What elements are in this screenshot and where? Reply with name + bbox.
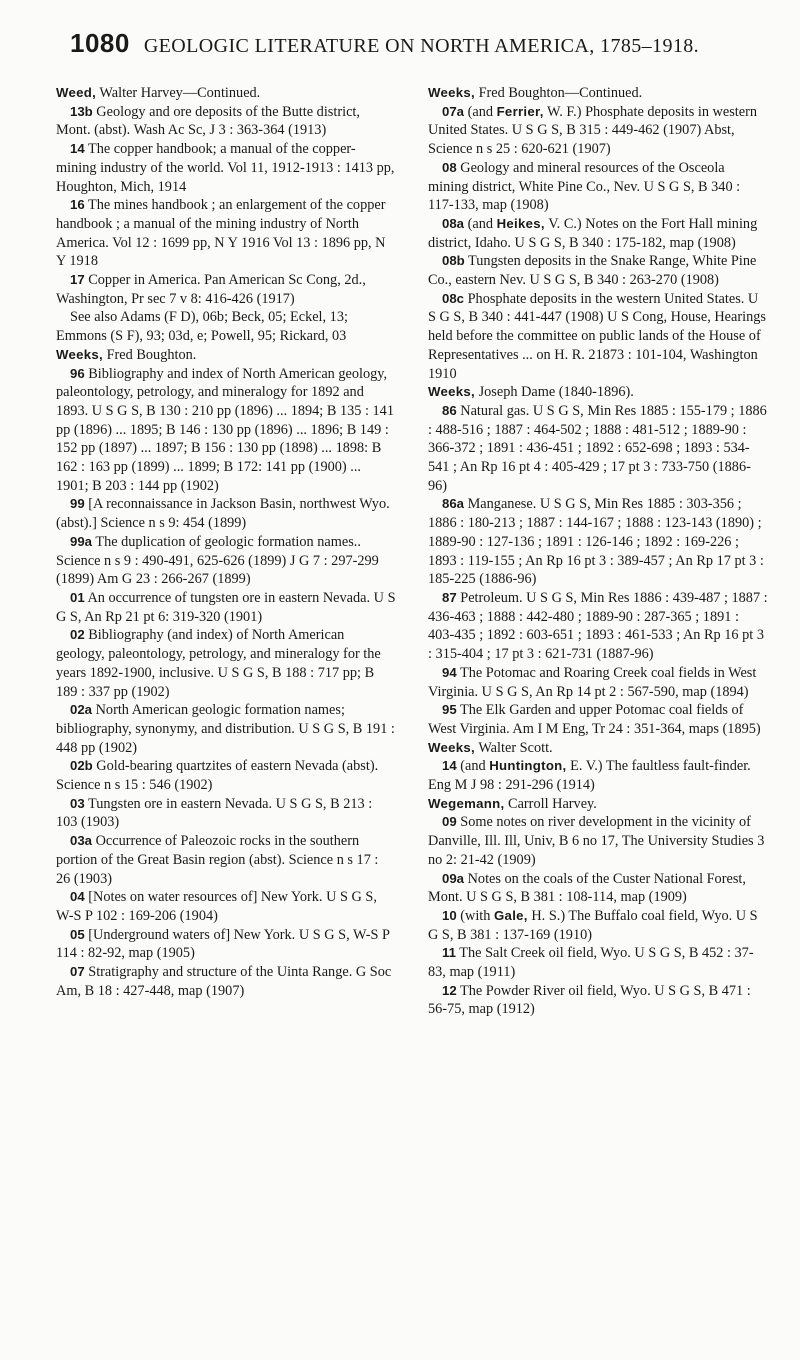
bibliography-entry xyxy=(428,944,768,981)
bibliography-entry xyxy=(56,626,396,701)
author-name: Weeks, xyxy=(428,739,476,755)
entry-number: 08a xyxy=(442,215,465,231)
entry-text: North American geologic formation names; bibliography, synonymy, and distribution. U S G S, B 191 : 448 pp (1902) xyxy=(56,702,395,756)
bibliography-entry xyxy=(56,701,396,757)
author-name: Weed, xyxy=(56,85,97,100)
bibliography-entry xyxy=(56,271,396,308)
author-name: Weeks, xyxy=(428,85,476,100)
bibliography-entry xyxy=(56,926,396,963)
entry-text: Natural gas. U S G S, Min Res 1885 : 155-179 ; 1886 : 488-516 ; 1887 : 464-502 ; 1888 : 481-512 ; 1889-90 : 366-372 ; 1891 : 436-451 ; 1892 : 652-698 ; 1893 : 534-541 ; An Rp 16 pt 4 : 405-429 ; 17 pt 3 : 733-750 (1886-96) xyxy=(428,402,767,494)
entry-text: Bibliography (and index) of North American geology, paleontology, petrology, and mineralogy for the years 1892-1900, inclusive. U S G S, B 188 : 717 pp; B 189 : 337 pp (1902) xyxy=(56,627,381,700)
bibliography-entry xyxy=(428,159,768,215)
entry-number: 99a xyxy=(70,533,93,549)
entry-text: [Underground waters of] New York. U S G S, W-S P 114 : 82-92, map (1905) xyxy=(56,926,390,962)
author-details: Walter Scott. xyxy=(475,739,553,756)
see-also-text: See also Adams (F D), 06b; Beck, 05; Eckel, 13; Emmons (S F), 93; 03d, e; Powell, 95; Rickard, 03 xyxy=(56,309,348,345)
bibliography-entry xyxy=(428,215,768,252)
bibliography-entry xyxy=(56,365,396,496)
bibliography-entry xyxy=(428,701,768,738)
entry-text: Notes on the coals of the Custer National Forest, Mont. U S G S, B 381 : 108-114, map (1909) xyxy=(428,870,746,906)
entry-text: [Notes on water resources of] New York. U S G S, W-S P 102 : 169-206 (1904) xyxy=(56,889,377,924)
entry-number: 08b xyxy=(442,253,465,269)
entry-text: Tungsten ore in eastern Nevada. U S G S, B 213 : 103 (1903) xyxy=(56,795,373,831)
bibliography-entry xyxy=(56,103,396,140)
bibliography-entry xyxy=(56,832,396,888)
entry-number: 12 xyxy=(442,982,457,998)
entry-text: Copper in America. Pan American Sc Cong, 2d., Washington, Pr sec 7 v 8: 416-426 (1917) xyxy=(56,272,366,307)
entry-text: V. C.) Notes on the Fort Hall mining district, Idaho. U S G S, B 340 : 175-182, map (1908) xyxy=(428,215,758,251)
entry-number: 09a xyxy=(442,870,465,886)
bibliography-entry xyxy=(56,589,396,626)
entry-text: Tungsten deposits in the Snake Range, White Pine Co., eastern Nev. U S G S, B 340 : 263-270 (1908) xyxy=(428,253,757,289)
bibliography-entry xyxy=(428,870,768,907)
author-heading xyxy=(428,795,768,814)
author-heading xyxy=(428,739,768,758)
entry-number: 86 xyxy=(442,402,457,418)
entry-number: 03a xyxy=(70,833,93,849)
entry-number: 95 xyxy=(442,702,457,718)
entry-number: 08 xyxy=(442,159,457,175)
bibliography-entry xyxy=(428,402,768,496)
bibliography-entry xyxy=(56,757,396,794)
bibliography-entry xyxy=(428,290,768,384)
entry-number: 99 xyxy=(70,496,85,512)
entry-text: (and xyxy=(464,103,497,120)
entry-text: The duplication of geologic formation names.. Science n s 9 : 490-491, 625-626 (1899) J G 7 : 297-299 (1899) Am G 23 : 266-267 (1899) xyxy=(56,533,379,588)
left-column xyxy=(56,84,396,1000)
author-name: Weeks, xyxy=(56,346,104,362)
entry-number: 17 xyxy=(70,272,85,288)
entry-number: 13b xyxy=(70,103,93,119)
entry-text: The Salt Creek oil field, Wyo. U S G S, B 452 : 37-83, map (1911) xyxy=(428,945,754,981)
entry-text: Stratigraphy and structure of the Uinta Range. G Soc Am, B 18 : 427-448, map (1907) xyxy=(56,964,392,999)
entry-text: The copper handbook; a manual of the copper-mining industry of the world. Vol 11, 1912-1913 : 1413 pp, Houghton, Mich, 1914 xyxy=(56,141,395,195)
bibliography-entry xyxy=(428,252,768,289)
author-details: Carroll Harvey. xyxy=(504,795,597,812)
bibliography-entry xyxy=(56,888,396,925)
entry-text: Manganese. U S G S, Min Res 1885 : 303-356 ; 1886 : 180-213 ; 1887 : 144-167 ; 1888 : 123-143 (1890) ; 1889-90 : 127-136 ; 1891 : 126-146 ; 1892 : 169-226 ; 1893 : 119-155 ; An Rp 16 pt 3 : 389-457 ; An Rp 17 pt 3 : 185-225 (1886-96) xyxy=(428,496,764,588)
author-heading xyxy=(428,383,768,402)
entry-text: (and xyxy=(456,758,490,775)
bibliography-entry xyxy=(56,140,396,196)
entry-text: The Elk Garden and upper Potomac coal fields of West Virginia. Am I M Eng, Tr 24 : 351-364, maps (1895) xyxy=(428,702,761,737)
author-name: Weeks, xyxy=(428,384,476,400)
entry-text: The mines handbook ; an enlargement of the copper handbook ; a manual of the mining industry of North America. Vol 12 : 1699 pp, N Y 1916 Vol 13 : 1896 pp, N Y 1918 xyxy=(56,197,386,270)
bibliography-entry xyxy=(428,757,768,794)
bibliography-entry xyxy=(428,907,768,944)
entry-number: 14 xyxy=(442,758,457,774)
entry-text: Geology and ore deposits of the Butte district, Mont. (abst). Wash Ac Sc, J 3 : 363-364 (1913) xyxy=(56,103,360,139)
entry-number: 11 xyxy=(442,945,456,961)
entry-text: The Powder River oil field, Wyo. U S G S, B 471 : 56-75, map (1912) xyxy=(428,982,751,1018)
author-details: Fred Boughton. xyxy=(103,346,197,363)
coauthor-name: Ferrier, xyxy=(496,103,544,119)
coauthor-name: Huntington, xyxy=(489,758,567,774)
entry-number: 01 xyxy=(70,589,85,605)
entry-text: Geology and mineral resources of the Osceola mining district, White Pine Co., Nev. U S G S, B 340 : 117-133, map (1908) xyxy=(428,159,741,214)
entry-number: 09 xyxy=(442,814,457,830)
page-number: 1080 xyxy=(70,28,130,58)
bibliography-entry xyxy=(56,963,396,1000)
entry-number: 02 xyxy=(70,627,85,643)
bibliography-entry xyxy=(428,103,768,159)
entry-number: 02a xyxy=(70,702,93,718)
entry-text: Petroleum. U S G S, Min Res 1886 : 439-487 ; 1887 : 436-463 ; 1888 : 442-480 ; 1889-90 : 287-365 ; 1891 : 403-435 ; 1892 : 603-651 ; 1893 : 461-533 ; An Rp 16 pt 3 : 315-404 ; 17 pt 3 : 621-731 (1887-96) xyxy=(428,589,768,663)
entry-text: Gold-bearing quartzites of eastern Nevada (abst). Science n s 15 : 546 (1902) xyxy=(56,758,379,794)
entry-text: Phosphate deposits in the western United States. U S G S, B 340 : 441-447 (1908) U S Cong, House, Hearings held before the committee on public lands of the House of Representatives ... on H. R. 21873 : 101-104, Washington 1910 xyxy=(428,290,766,382)
author-heading xyxy=(56,84,396,103)
entry-number: 14 xyxy=(70,141,85,157)
author-name: Wegemann, xyxy=(428,795,505,811)
right-column xyxy=(428,84,768,1019)
bibliography-entry xyxy=(428,982,768,1019)
entry-number: 02b xyxy=(70,758,93,774)
entry-number: 87 xyxy=(442,589,457,605)
bibliography-entry xyxy=(56,196,396,271)
bibliography-entry xyxy=(56,533,396,589)
entry-text: Some notes on river development in the vicinity of Danville, Ill. Ill, Univ, B 6 no 17, The University Studies 3 no 2: 21-42 (1909) xyxy=(428,814,765,868)
entry-number: 08c xyxy=(442,290,465,306)
entry-number: 05 xyxy=(70,926,85,942)
running-title: GEOLOGIC LITERATURE ON NORTH AMERICA, 1785–1918. xyxy=(143,35,700,57)
entry-text: The Potomac and Roaring Creek coal fields in West Virginia. U S G S, An Rp 14 pt 2 : 567-590, map (1894) xyxy=(428,664,757,700)
entry-number: 04 xyxy=(70,889,85,905)
author-heading xyxy=(428,84,768,103)
entry-number: 10 xyxy=(442,907,457,923)
author-details: Fred Boughton—Continued. xyxy=(475,85,643,101)
bibliography-entry xyxy=(428,495,768,589)
bibliography-entry xyxy=(428,589,768,664)
author-details: Walter Harvey—Continued. xyxy=(96,85,261,101)
bibliography-entry xyxy=(428,664,768,701)
entry-number: 03 xyxy=(70,795,85,811)
entry-text: Bibliography and index of North American geology, paleontology, petrology, and mineralogy for 1892 and 1893. U S G S, B 130 : 210 pp (1896) ... 1894; B 135 : 141 pp (1896) ... 1895; B 146 : 130 pp (1896) ... 1896; B 149 : 152 pp (1897) ... 1897; B 156 : 130 pp (1898) ... 1898: B 162 : 163 pp (1899) ... 1899; B 172: 141 pp (1900) ... 1901; B 203 : 144 pp (1902) xyxy=(56,365,394,494)
page-header xyxy=(70,28,760,60)
entry-number: 07a xyxy=(442,103,465,119)
author-details: Joseph Dame (1840-1896). xyxy=(475,384,634,401)
entry-text: E. V.) The faultless fault-finder. Eng M J 98 : 291-296 (1914) xyxy=(428,758,751,794)
entry-text: Occurrence of Paleozoic rocks in the southern portion of the Great Basin region (abst). Science n s 17 : 26 (1903) xyxy=(56,833,379,887)
entry-text: (and xyxy=(464,215,497,232)
entry-number: 94 xyxy=(442,664,457,680)
entry-number: 96 xyxy=(70,365,85,381)
entry-text: An occurrence of tungsten ore in eastern Nevada. U S G S, An Rp 21 pt 6: 319-320 (1901) xyxy=(56,589,396,625)
coauthor-name: Gale, xyxy=(494,907,528,923)
bibliography-entry xyxy=(428,813,768,869)
coauthor-name: Heikes, xyxy=(496,215,545,231)
entry-text: (with xyxy=(456,907,494,924)
entry-text: H. S.) The Buffalo coal field, Wyo. U S G S, B 381 : 137-169 (1910) xyxy=(428,907,758,943)
bibliography-entry xyxy=(56,795,396,832)
see-also-reference xyxy=(56,308,396,345)
bibliography-entry xyxy=(56,495,396,532)
entry-number: 07 xyxy=(70,964,85,980)
entry-number: 86a xyxy=(442,496,465,512)
entry-text: [A reconnaissance in Jackson Basin, northwest Wyo. (abst).] Science n s 9: 454 (1899) xyxy=(56,496,390,532)
entry-number: 16 xyxy=(70,197,85,213)
entry-text: W. F.) Phosphate deposits in western United States. U S G S, B 315 : 449-462 (1907) Abst, Science n s 25 : 620-621 (1907) xyxy=(428,103,758,158)
author-heading xyxy=(56,346,396,365)
